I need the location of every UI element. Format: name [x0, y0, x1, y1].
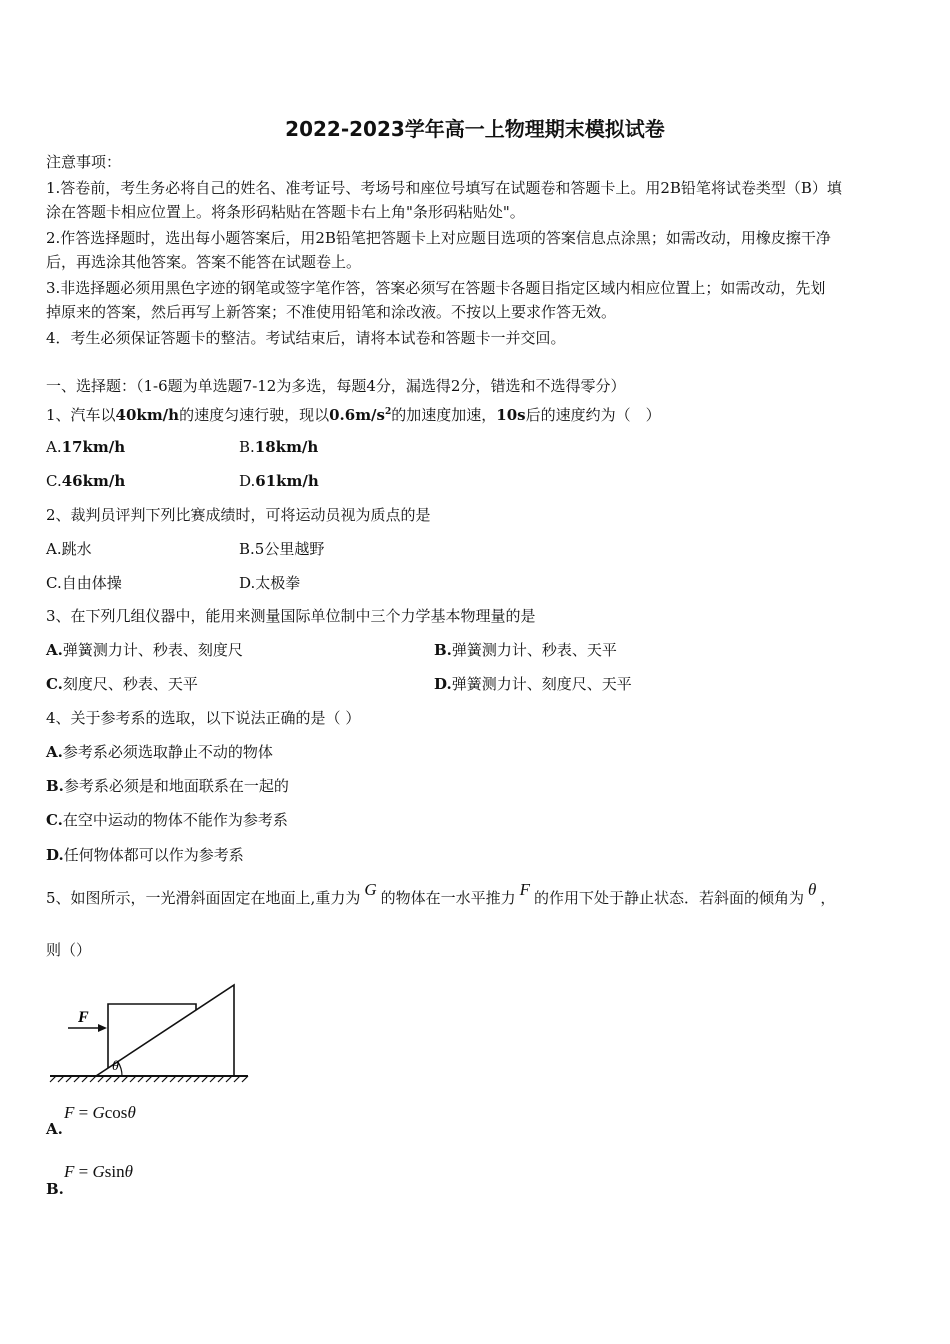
notice-line: 4．考生必须保证答题卡的整洁。考试结束后，请将本试卷和答题卡一并交回。 [46, 329, 566, 347]
notice-line: 1.答卷前，考生务必将自己的姓名、准考证号、考场号和座位号填写在试题卷和答题卡上。用2B铅笔将试卷类型（B）填 [46, 179, 842, 197]
question-4-stem: 4、关于参考系的选取，以下说法正确的是（ ） [46, 709, 361, 727]
exam-title: 2022-2023学年高一上物理期末模拟试卷 [285, 117, 665, 141]
q1-text: 后的速度约为（ ） [525, 406, 661, 424]
q2-option-a[interactable]: A.跳水 [46, 540, 92, 558]
q1-option-d[interactable]: D.61km/h [239, 472, 319, 490]
q5-option-a-formula[interactable]: F = Gcosθ [64, 1103, 136, 1122]
notice-line: 涂在答题卡相应位置上。将条形码粘贴在答题卡右上角"条形码粘贴处"。 [46, 203, 525, 221]
notice-line: 掉原来的答案，然后再写上新答案；不准使用铅笔和涂改液。不按以上要求作答无效。 [46, 303, 617, 321]
q3-option-b[interactable]: B.弹簧测力计、秒表、天平 [434, 641, 617, 659]
q5-option-b-formula[interactable]: F = Gsinθ [64, 1162, 133, 1181]
angle-label: θ [112, 1059, 119, 1074]
force-arrowhead [98, 1024, 107, 1032]
q3-option-d[interactable]: D.弹簧测力计、刻度尺、天平 [434, 675, 632, 693]
q1-option-c[interactable]: C.46km/h [46, 472, 126, 490]
q2-option-b[interactable]: B.5公里越野 [239, 540, 325, 558]
notice-line: 3.非选择题必须用黑色字迹的钢笔或签字笔作答，答案必须写在答题卡各题目指定区域内相应位置上；如需改动，先划 [46, 279, 826, 297]
notice-heading: 注意事项： [46, 153, 122, 171]
q1-initial-speed: 40km/h [115, 406, 180, 424]
q2-option-c[interactable]: C.自由体操 [46, 574, 122, 592]
block-shape [108, 1004, 196, 1068]
question-3-stem: 3、在下列几组仪器中，能用来测量国际单位制中三个力学基本物理量的是 [46, 607, 536, 625]
q1-text: 1、汽车以 [46, 406, 116, 424]
question-1-stem [46, 402, 661, 425]
q1-option-a[interactable]: A.17km/h [46, 438, 126, 456]
q5-var-f: F [519, 880, 531, 899]
q3-option-a[interactable]: A.弹簧测力计、秒表、刻度尺 [46, 641, 243, 659]
q5-var-g: G [364, 880, 377, 899]
q1-acceleration: $0.6m/s^2$ [329, 406, 392, 424]
q1-text: 的加速度加速， [391, 406, 497, 424]
incline-figure [46, 980, 256, 1085]
q5-var-theta: θ [808, 880, 817, 899]
section-heading: 一、选择题：（1-6题为单选题7-12为多选，每题4分，漏选得2分，错选和不选得零分） [46, 377, 626, 395]
q4-option-d[interactable]: D.任何物体都可以作为参考系 [46, 846, 244, 864]
q5-stem-line2: 则（） [46, 941, 92, 959]
q5-option-a-label[interactable]: A. [46, 1120, 63, 1138]
q3-option-c[interactable]: C.刻度尺、秒表、天平 [46, 675, 198, 693]
q4-option-b[interactable]: B.参考系必须是和地面联系在一起的 [46, 777, 289, 795]
notice-line: 2.作答选择题时，选出每小题答案后，用2B铅笔把答题卡上对应题目选项的答案信息点涂黑；如需改动，用橡皮擦干净 [46, 229, 831, 247]
q4-option-c[interactable]: C.在空中运动的物体不能作为参考系 [46, 811, 288, 829]
force-label: F [78, 1009, 89, 1026]
notice-line: 后，再选涂其他答案。答案不能答在试题卷上。 [46, 253, 362, 271]
q4-option-a[interactable]: A.参考系必须选取静止不动的物体 [46, 743, 273, 761]
question-2-stem: 2、裁判员评判下列比赛成绩时，可将运动员视为质点的是 [46, 506, 431, 524]
q5-option-b-label[interactable]: B. [46, 1180, 64, 1198]
q1-text: 的速度匀速行驶，现以 [179, 406, 330, 424]
question-5-stem: 5、如图所示，一光滑斜面固定在地面上,重力为 G 的物体在一水平推力 F 的作用下处于静止状态．若斜面的倾角为 θ ， [46, 880, 836, 907]
q1-time: 10s [496, 406, 526, 424]
q2-option-d[interactable]: D.太极拳 [239, 574, 301, 592]
q1-option-b[interactable]: B.18km/h [239, 438, 319, 456]
